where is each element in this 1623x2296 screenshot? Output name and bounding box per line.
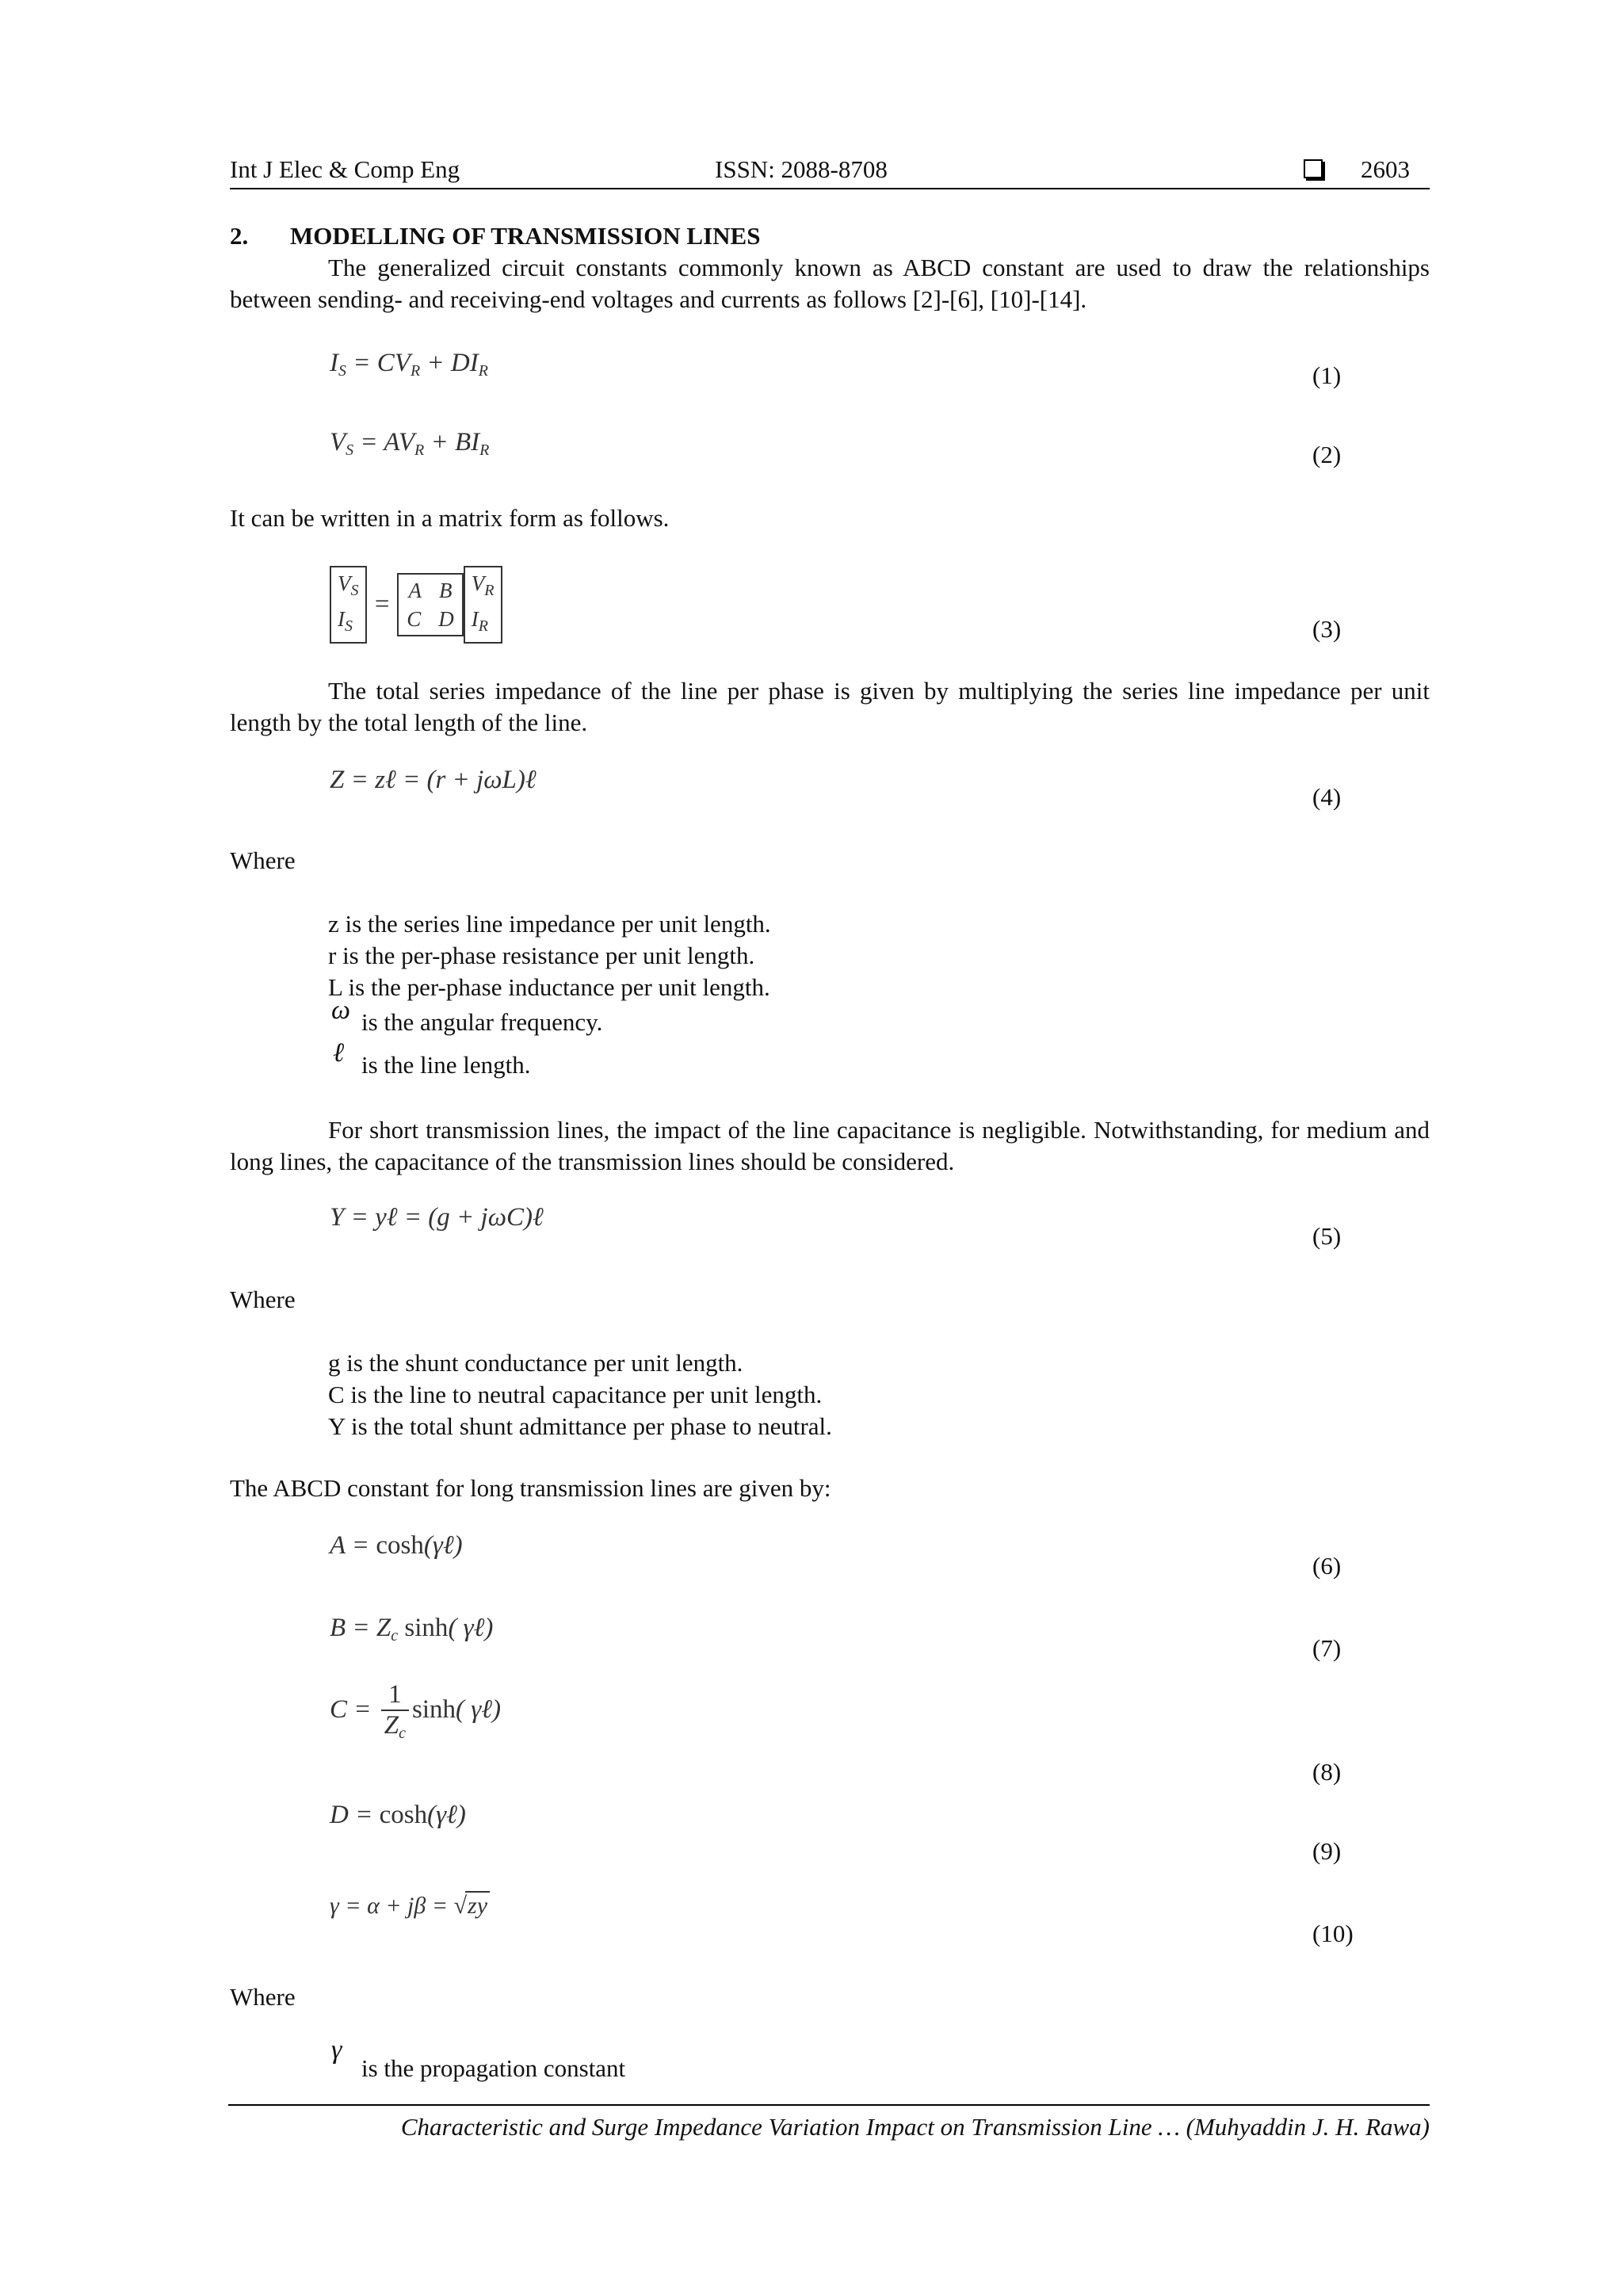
equation-number-7: (7) bbox=[1312, 1634, 1342, 1662]
where-label-1: Where bbox=[230, 846, 296, 874]
definition-l: L is the per-phase inductance per unit length. bbox=[328, 973, 770, 1001]
equation-number-8: (8) bbox=[1312, 1758, 1342, 1786]
equation-9: D = cosh(γℓ) bbox=[330, 1801, 466, 1829]
equation-number-6: (6) bbox=[1312, 1552, 1342, 1580]
equation-number-2: (2) bbox=[1312, 441, 1342, 468]
equation-3-matrix: $V_S$ $I_S$ = A B C D $V_R$ $I_R$ bbox=[330, 566, 502, 644]
box-icon bbox=[1304, 159, 1323, 182]
header-issn: ISSN: 2088-8708 bbox=[715, 155, 888, 183]
equation-6: A = cosh(γℓ) bbox=[330, 1531, 463, 1560]
equation-number-5: (5) bbox=[1312, 1222, 1342, 1250]
equation-4: Z = zℓ = (r + jωL)ℓ bbox=[330, 766, 537, 794]
where-label-2: Where bbox=[230, 1286, 296, 1313]
definition-gamma: is the propagation constant bbox=[361, 2054, 626, 2082]
ell-symbol: ℓ bbox=[333, 1038, 345, 1068]
equation-number-9: (9) bbox=[1312, 1837, 1342, 1865]
header-page-number: 2603 bbox=[1361, 155, 1410, 183]
equation-number-10: (10) bbox=[1312, 1920, 1354, 1947]
paragraph-matrix-intro: It can be written in a matrix form as follows. bbox=[230, 504, 670, 532]
equation-2: $V_S = AV_R + BI_R$ bbox=[330, 428, 490, 459]
definition-z: z is the series line impedance per unit length. bbox=[328, 910, 771, 938]
equation-number-4: (4) bbox=[1312, 783, 1342, 811]
omega-symbol: ω bbox=[331, 995, 351, 1025]
definition-ell: is the line length. bbox=[361, 1051, 531, 1079]
equation-10: γ = α + jβ = √zy bbox=[330, 1891, 490, 1920]
equation-number-1: (1) bbox=[1312, 361, 1342, 389]
header-journal: Int J Elec & Comp Eng bbox=[230, 155, 460, 183]
equation-8: C = $\frac{1}{Z_c}$ sinh( γℓ) bbox=[330, 1680, 502, 1742]
definition-g: g is the shunt conductance per unit length. bbox=[328, 1349, 743, 1377]
definition-omega: is the angular frequency. bbox=[361, 1008, 603, 1036]
section-title: MODELLING OF TRANSMISSION LINES bbox=[290, 222, 761, 250]
equation-1: $I_S = CV_R + DI_R$ bbox=[330, 349, 488, 380]
footer-text: Characteristic and Surge Impedance Variation Impact on Transmission Line … (Muhyaddin J. H. Rawa) bbox=[400, 2113, 1430, 2141]
section-number: 2. bbox=[230, 222, 249, 250]
where-label-3: Where bbox=[230, 1983, 296, 2011]
definition-r: r is the per-phase resistance per unit length. bbox=[328, 942, 755, 969]
gamma-symbol: γ bbox=[331, 2035, 342, 2065]
paragraph-intro: The generalized circuit constants commonly known as ABCD constant are used to draw the relationships between sending- and receiving-end voltages and currents as follows [2]-[6], [10]-[14]. bbox=[230, 254, 1430, 313]
paragraph-capacitance: For short transmission lines, the impact of the line capacitance is negligible. Notwithstanding, for medium and long lines, the capacitance of the transmission lines should be considered. bbox=[230, 1116, 1430, 1175]
header-rule bbox=[230, 188, 1430, 189]
footer-rule bbox=[228, 2104, 1430, 2106]
equation-5: Y = yℓ = (g + jωC)ℓ bbox=[330, 1203, 544, 1232]
definition-c: C is the line to neutral capacitance per unit length. bbox=[328, 1381, 823, 1408]
definition-y: Y is the total shunt admittance per phase to neutral. bbox=[328, 1412, 832, 1440]
paragraph-abcd-long: The ABCD constant for long transmission lines are given by: bbox=[230, 1474, 831, 1502]
equation-7: $B = Z_c$ sinh( γℓ) bbox=[330, 1614, 494, 1645]
paragraph-series-impedance: The total series impedance of the line per phase is given by multiplying the series line impedance per unit length by the total length of the line. bbox=[230, 677, 1430, 736]
equation-number-3: (3) bbox=[1312, 615, 1342, 643]
